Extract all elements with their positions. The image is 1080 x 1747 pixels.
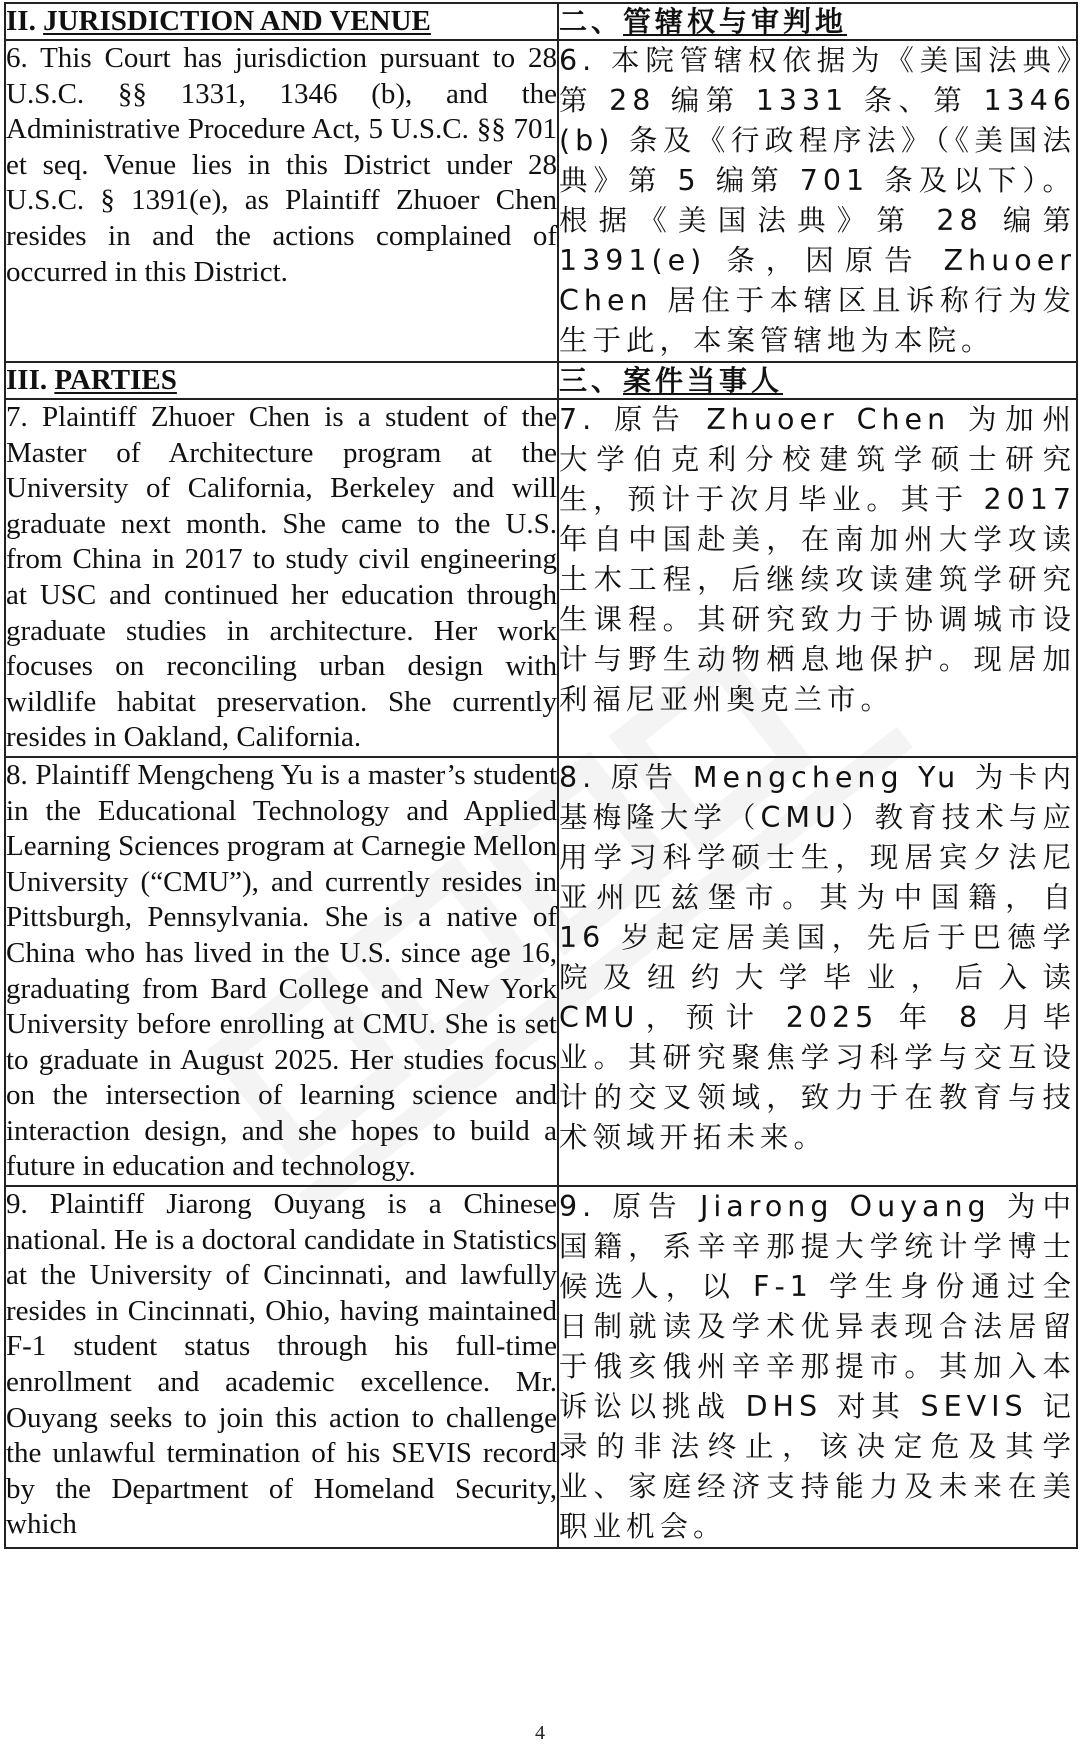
paragraph-row bbox=[5, 399, 1077, 757]
section-heading-en bbox=[5, 3, 558, 40]
paragraph-zh: 9. 原告 Jiarong Ouyang 为中国籍，系辛辛那提大学统计学博士候选人，以 F-1 学生身份通过全日制就读及学术优异表现合法居留于俄亥俄州辛辛那提市。其加入本诉讼以挑战 DHS 对其 SEVIS 记录的非法终止，该决定危及其学业、家庭经济支持能力及未来在美职业机会。 bbox=[558, 1186, 1077, 1548]
paragraph-zh: 8. 原告 Mengcheng Yu 为卡内基梅隆大学（CMU）教育技术与应用学习科学硕士生，现居宾夕法尼亚州匹兹堡市。其为中国籍，自 16 岁起定居美国，先后于巴德学院及纽约大学毕业，后入读 CMU，预计 2025 年 8 月毕业。其研究聚焦学习科学与交互设计的交叉领域，致力于在教育与技术领域开拓未来。 bbox=[558, 757, 1077, 1186]
section-number-en: III. bbox=[6, 364, 55, 396]
paragraph-en: 6. This Court has jurisdiction pursuant to 28 U.S.C. §§ 1331, 1346 (b), and the Administrative Procedure Act, 5 U.S.C. §§ 701 et seq. Venue lies in this District under 28 U.S.C. § 1391(e), as Plaintiff Zhuoer Chen resides in and the actions complained of occurred in this District. bbox=[5, 40, 558, 362]
paragraph-row bbox=[5, 1186, 1077, 1548]
section-title-zh: 管辖权与审判地 bbox=[623, 5, 848, 38]
section-heading-zh bbox=[558, 362, 1077, 399]
section-number-zh: 二、 bbox=[559, 5, 624, 38]
bilingual-table bbox=[4, 2, 1078, 1549]
paragraph-en: 7. Plaintiff Zhuoer Chen is a student of the Master of Architecture program at the University of California, Berkeley and will graduate next month. She came to the U.S. from China in 2017 to study civil engineering at USC and continued her education through graduate studies in architecture. Her work focuses on reconciling urban design with wildlife habitat preservation. She currently resides in Oakland, California. bbox=[5, 399, 558, 757]
section-title-zh: 案件当事人 bbox=[623, 364, 784, 397]
paragraph-zh: 6. 本院管辖权依据为《美国法典》第 28 编第 1331 条、第 1346 (b) 条及《行政程序法》（《美国法典》第 5 编第 701 条及以下）。根据《美国法典》第 28 编第 1391(e) 条，因原告 Zhuoer Chen 居住于本辖区且诉称行为发生于此，本案管辖地为本院。 bbox=[558, 40, 1077, 362]
section-heading-row bbox=[5, 362, 1077, 399]
section-number-en: II. bbox=[6, 5, 44, 37]
section-heading-row bbox=[5, 3, 1077, 40]
paragraph-row bbox=[5, 40, 1077, 362]
section-heading-zh bbox=[558, 3, 1077, 40]
section-title-en: PARTIES bbox=[54, 364, 177, 396]
section-heading-en bbox=[5, 362, 558, 399]
section-title-en: JURISDICTION AND VENUE bbox=[43, 5, 431, 37]
paragraph-row bbox=[5, 757, 1077, 1186]
section-number-zh: 三、 bbox=[559, 364, 624, 397]
paragraph-zh: 7. 原告 Zhuoer Chen 为加州大学伯克利分校建筑学硕士研究生，预计于次月毕业。其于 2017 年自中国赴美，在南加州大学攻读土木工程，后继续攻读建筑学研究生课程。其研究致力于协调城市设计与野生动物栖息地保护。现居加利福尼亚州奥克兰市。 bbox=[558, 399, 1077, 757]
paragraph-en: 9. Plaintiff Jiarong Ouyang is a Chinese national. He is a doctoral candidate in Statistics at the University of Cincinnati, and lawfully resides in Cincinnati, Ohio, having maintained F-1 student status through his full-time enrollment and academic excellence. Mr. Ouyang seeks to join this action to challenge the unlawful termination of his SEVIS record by the Department of Homeland Security, which bbox=[5, 1186, 558, 1548]
page-number: 4 bbox=[535, 1722, 545, 1744]
paragraph-en: 8. Plaintiff Mengcheng Yu is a master’s student in the Educational Technology and Applied Learning Sciences program at Carnegie Mellon University (“CMU”), and currently resides in Pittsburgh, Pennsylvania. She is a native of China who has lived in the U.S. since age 16, graduating from Bard College and New York University before enrolling at CMU. She is set to graduate in August 2025. Her studies focus on the intersection of learning science and interaction design, and she hopes to build a future in education and technology. bbox=[5, 757, 558, 1186]
